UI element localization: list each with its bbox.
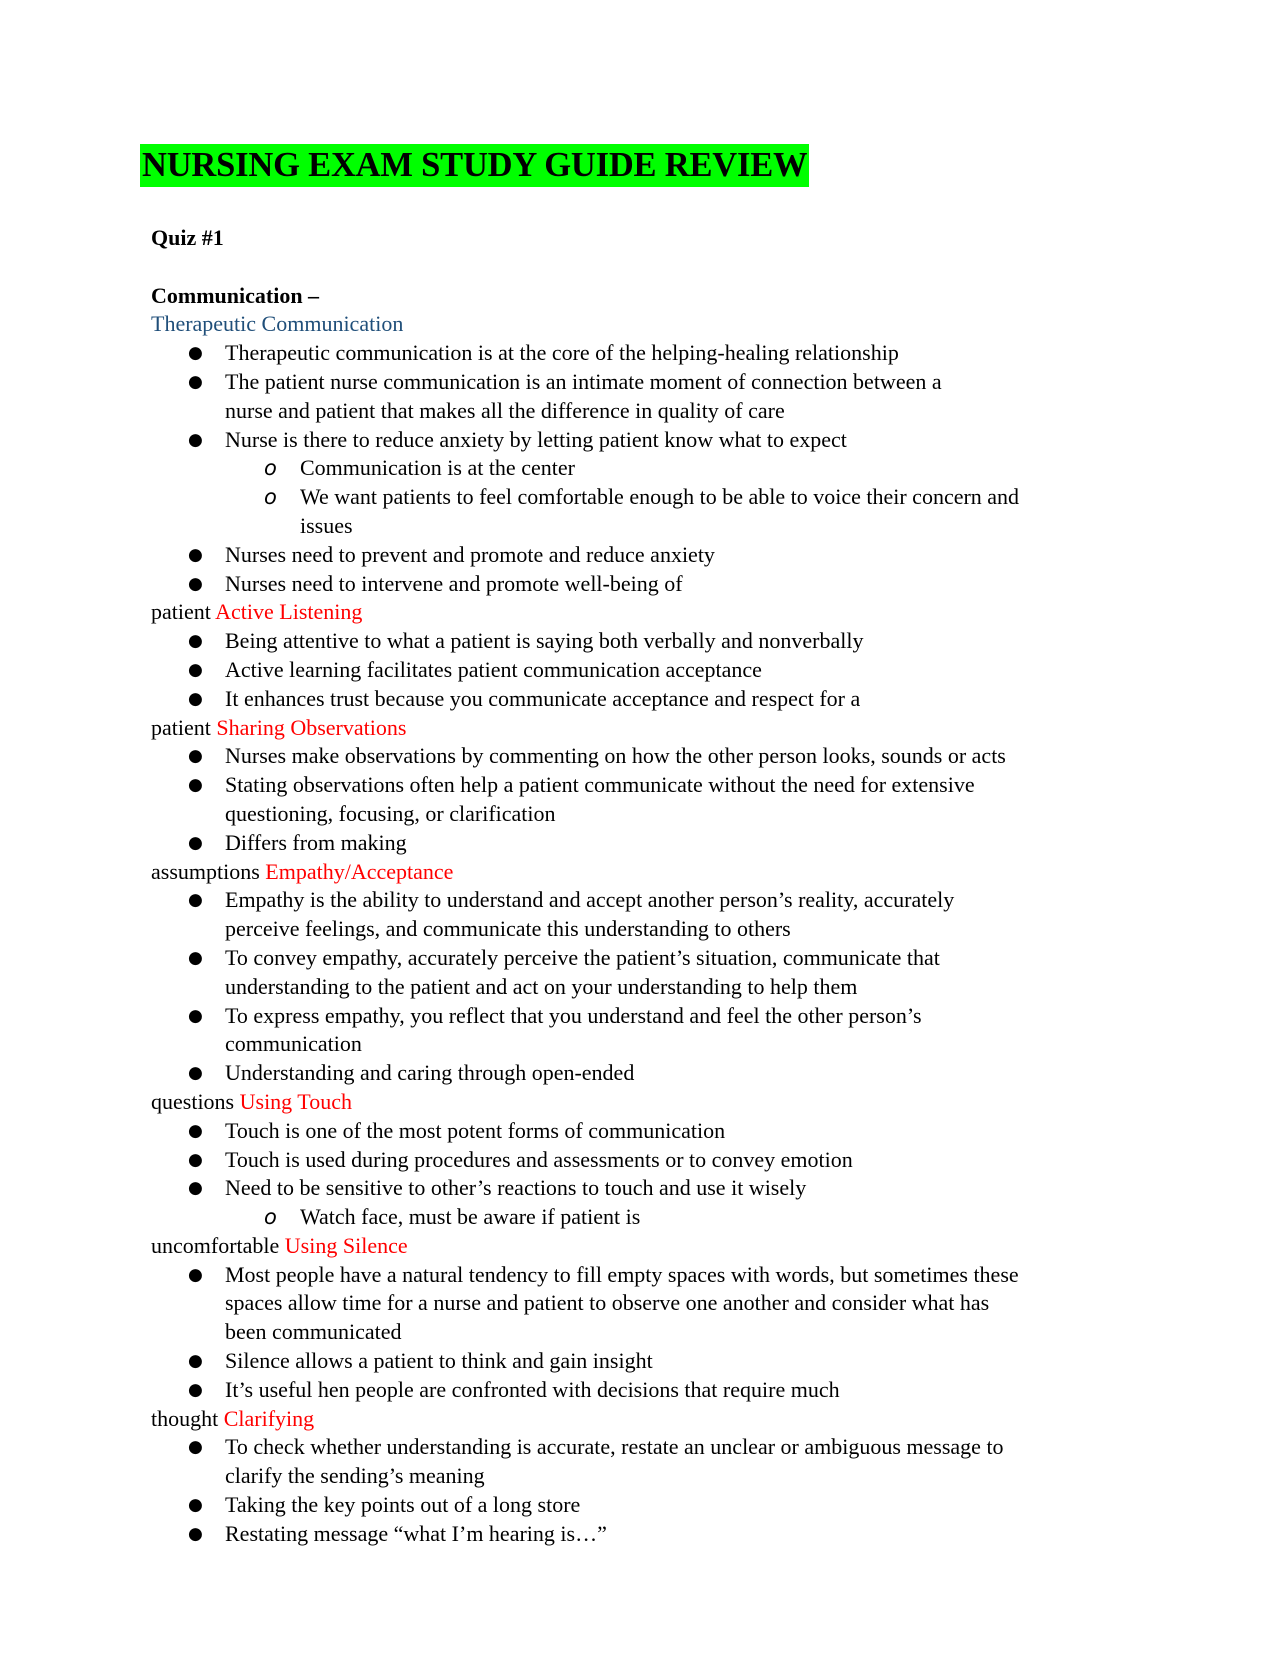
document-title: NURSING EXAM STUDY GUIDE REVIEW	[140, 144, 809, 187]
bullet-item: ● To convey empathy, accurately perceive the patient’s situation, communicate that understanding to the patient and act on your understanding to help them	[151, 944, 1220, 1002]
lead-word: patient	[151, 714, 217, 740]
bullet-item: ● To express empathy, you reflect that you understand and feel the other person’s communication	[151, 1002, 1220, 1060]
bullet-item: ● Active learning facilitates patient communication acceptance	[151, 656, 1220, 685]
bullet-item: ● Need to be sensitive to other’s reactions to touch and use it wisely	[151, 1174, 1220, 1203]
bullet-item: ● Touch is one of the most potent forms of communication	[151, 1117, 1220, 1146]
bullet-item: ● To check whether understanding is accurate, restate an unclear or ambiguous message to clarify the sending’s meaning	[151, 1433, 1220, 1491]
active-listening-list	[151, 627, 1220, 713]
bullet-item: ● Nurses need to prevent and promote and reduce anxiety	[151, 541, 1220, 570]
lead-word: uncomfortable	[151, 1232, 285, 1258]
lead-word: patient	[151, 599, 216, 625]
empathy-acceptance-heading: Empathy/Acceptance	[265, 858, 454, 884]
clarifying-heading: Clarifying	[223, 1405, 315, 1431]
empathy-line	[151, 858, 1220, 887]
bullet-item: ● Silence allows a patient to think and gain insight	[151, 1347, 1220, 1376]
bullet-item: ● Restating message “what I’m hearing is…”	[151, 1520, 1220, 1549]
sub-bullet-item: o Communication is at the center	[151, 454, 1220, 483]
therapeutic-communication-heading: Therapeutic Communication	[151, 311, 404, 337]
bullet-item: ● Therapeutic communication is at the core of the helping-healing relationship	[151, 339, 1220, 368]
therapeutic-list	[151, 339, 1220, 598]
sharing-observations-line	[151, 714, 1220, 743]
using-silence-line	[151, 1232, 1220, 1261]
clarifying-line	[151, 1405, 1220, 1434]
using-silence-list	[151, 1261, 1220, 1405]
bullet-item: ● It’s useful hen people are confronted with decisions that require much	[151, 1376, 1220, 1405]
bullet-item: ● Nurses need to intervene and promote well-being of	[151, 570, 1220, 599]
blank-line	[151, 253, 1220, 282]
lead-word: assumptions	[151, 858, 266, 884]
document-body	[151, 224, 1220, 1549]
bullet-item: ● Most people have a natural tendency to fill empty spaces with words, but sometimes these spaces allow time for a nurse and patient to observe one another and consider what has been communicated	[151, 1261, 1220, 1347]
bullet-item: ● Nurse is there to reduce anxiety by letting patient know what to expect	[151, 426, 1220, 455]
quiz-heading: Quiz #1	[151, 225, 224, 250]
sub-bullet-item: o We want patients to feel comfortable enough to be able to voice their concern and issues	[151, 483, 1220, 541]
using-touch-line	[151, 1088, 1220, 1117]
bullet-item: ● Taking the key points out of a long store	[151, 1491, 1220, 1520]
using-silence-heading: Using Silence	[284, 1232, 408, 1258]
empathy-list	[151, 886, 1220, 1088]
bullet-item: ● Being attentive to what a patient is saying both verbally and nonverbally	[151, 627, 1220, 656]
sharing-observations-list	[151, 742, 1220, 857]
bullet-item: ● Nurses make observations by commenting on how the other person looks, sounds or acts	[151, 742, 1220, 771]
sub-bullet-item: o Watch face, must be aware if patient is	[151, 1203, 1220, 1232]
active-listening-line	[151, 598, 1220, 627]
clarifying-list	[151, 1433, 1220, 1548]
lead-word: thought	[151, 1405, 224, 1431]
sharing-observations-heading: Sharing Observations	[216, 714, 407, 740]
bullet-item: ● Stating observations often help a patient communicate without the need for extensive questioning, focusing, or clarification	[151, 771, 1220, 829]
bullet-item: ● Understanding and caring through open-ended	[151, 1059, 1220, 1088]
section-heading: Communication –	[151, 282, 320, 308]
using-touch-heading: Using Touch	[239, 1088, 352, 1114]
bullet-item: ● It enhances trust because you communicate acceptance and respect for a	[151, 685, 1220, 714]
bullet-item: ● The patient nurse communication is an intimate moment of connection between a nurse and patient that makes all the difference in quality of care	[151, 368, 1220, 426]
using-touch-list	[151, 1117, 1220, 1232]
active-listening-heading: Active Listening	[215, 599, 363, 625]
bullet-item: ● Empathy is the ability to understand and accept another person’s reality, accurately perceive feelings, and communicate this understanding to others	[151, 886, 1220, 944]
bullet-item: ● Differs from making	[151, 829, 1220, 858]
lead-word: questions	[151, 1088, 240, 1114]
bullet-item: ● Touch is used during procedures and assessments or to convey emotion	[151, 1146, 1220, 1175]
